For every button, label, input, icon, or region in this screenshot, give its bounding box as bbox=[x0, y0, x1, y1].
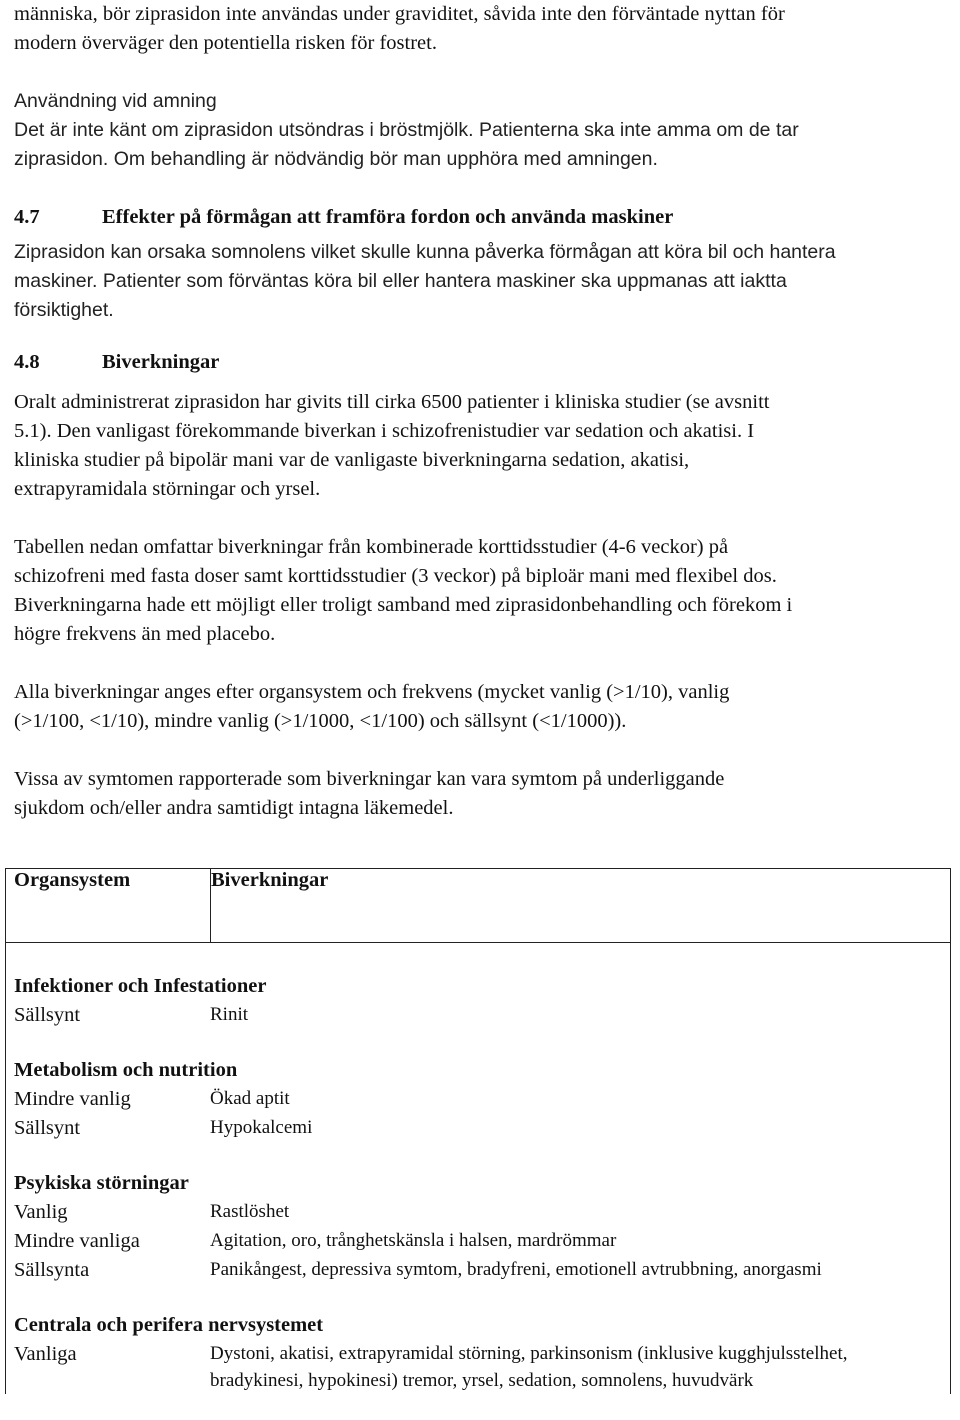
table-row bbox=[6, 1001, 950, 1030]
section-name: Metabolism och nutrition bbox=[14, 1059, 238, 1081]
text-line: maskiner. Patienter som förväntas köra bil eller hantera maskiner ska uppmanas att iaktta bbox=[14, 270, 787, 292]
text-line: ziprasidon. Om behandling är nödvändig bör man upphöra med amningen. bbox=[14, 148, 658, 170]
table-row bbox=[6, 1340, 950, 1394]
table-row bbox=[6, 1227, 950, 1256]
frequency: Sällsynt bbox=[14, 1004, 81, 1026]
text-line: (>1/100, <1/10), mindre vanlig (>1/1000, <1/100) och sällsynt (<1/1000)). bbox=[14, 710, 627, 732]
section-title: Biverkningar bbox=[102, 351, 220, 373]
section-name: Infektioner och Infestationer bbox=[14, 975, 267, 997]
effect: Ökad aptit bbox=[210, 1088, 290, 1109]
section-name: Centrala och perifera nervsystemet bbox=[14, 1314, 324, 1336]
text-line: försiktighet. bbox=[14, 299, 114, 321]
table-row bbox=[6, 1256, 950, 1285]
text-line: högre frekvens än med placebo. bbox=[14, 623, 276, 645]
text-line: 5.1). Den vanligast förekommande biverkan i schizofrenistudier var sedation och akatisi. I bbox=[14, 420, 755, 442]
frequency: Vanlig bbox=[14, 1201, 68, 1223]
effect: Agitation, oro, trånghetskänsla i halsen, mardrömmar bbox=[210, 1230, 617, 1251]
text-line: Tabellen nedan omfattar biverkningar från kombinerade korttidsstudier (4-6 veckor) på bbox=[14, 536, 729, 558]
text-line: modern överväger den potentiella risken för fostret. bbox=[14, 32, 437, 54]
text-line: extrapyramidala störningar och yrsel. bbox=[14, 478, 321, 500]
effect: Rinit bbox=[210, 1004, 249, 1025]
section-heading-4-7 bbox=[14, 203, 944, 232]
text-line: Oralt administrerat ziprasidon har givits till cirka 6500 patienter i kliniska studier (se avsnitt bbox=[14, 391, 770, 413]
effect: Rastlöshet bbox=[210, 1201, 290, 1222]
section-heading-4-8 bbox=[14, 348, 944, 377]
text-line: Biverkningarna hade ett möjligt eller troligt samband med ziprasidonbehandling och förekom i bbox=[14, 594, 793, 616]
adverse-effects-table bbox=[5, 868, 951, 1394]
section-number: 4.8 bbox=[14, 351, 40, 373]
text-line: schizofreni med fasta doser samt korttidsstudier (3 veckor) på biploär mani med flexibel dos. bbox=[14, 565, 777, 587]
table-header-row bbox=[6, 869, 951, 943]
text-line: sjukdom och/eller andra samtidigt intagna läkemedel. bbox=[14, 797, 454, 819]
section-number: 4.7 bbox=[14, 206, 40, 228]
text-line: kliniska studier på bipolär mani var de vanligaste biverkningarna sedation, akatisi, bbox=[14, 449, 690, 471]
frequency: Mindre vanliga bbox=[14, 1230, 140, 1252]
text-line: Ziprasidon kan orsaka somnolens vilket skulle kunna påverka förmågan att köra bil och hantera bbox=[14, 241, 836, 263]
section-title: Effekter på förmågan att framföra fordon och använda maskiner bbox=[102, 206, 674, 228]
document-page bbox=[14, 0, 944, 823]
text-line: Alla biverkningar anges efter organsystem och frekvens (mycket vanlig (>1/10), vanlig bbox=[14, 681, 730, 703]
effect: Panikångest, depressiva symtom, bradyfreni, emotionell avtrubbning, anorgasmi bbox=[210, 1259, 822, 1280]
subheading-amning: Användning vid amning bbox=[14, 90, 217, 112]
table-row bbox=[6, 1114, 950, 1143]
table-body bbox=[6, 943, 951, 1395]
effect: Dystoni, akatisi, extrapyramidal störning, parkinsonism (inklusive kugghjulsstelhet, bradykinesi, hypokinesi) tremor, yrsel, sedation, somnolens, huvudvärk bbox=[210, 1343, 848, 1391]
frequency: Sällsynt bbox=[14, 1117, 81, 1139]
table-row bbox=[6, 1085, 950, 1114]
effect: Hypokalcemi bbox=[210, 1117, 313, 1138]
header-biverkningar: Biverkningar bbox=[211, 869, 951, 943]
table-row bbox=[6, 1198, 950, 1227]
header-organsystem: Organsystem bbox=[6, 869, 211, 943]
frequency: Mindre vanlig bbox=[14, 1088, 131, 1110]
section-name: Psykiska störningar bbox=[14, 1172, 189, 1194]
frequency: Vanliga bbox=[14, 1343, 77, 1365]
text-line: människa, bör ziprasidon inte användas under graviditet, såvida inte den förväntade nyttan för bbox=[14, 3, 785, 25]
text-line: Vissa av symtomen rapporterade som biverkningar kan vara symtom på underliggande bbox=[14, 768, 725, 790]
text-line: Det är inte känt om ziprasidon utsöndras i bröstmjölk. Patienterna ska inte amma om de tar bbox=[14, 119, 799, 141]
frequency: Sällsynta bbox=[14, 1259, 90, 1281]
